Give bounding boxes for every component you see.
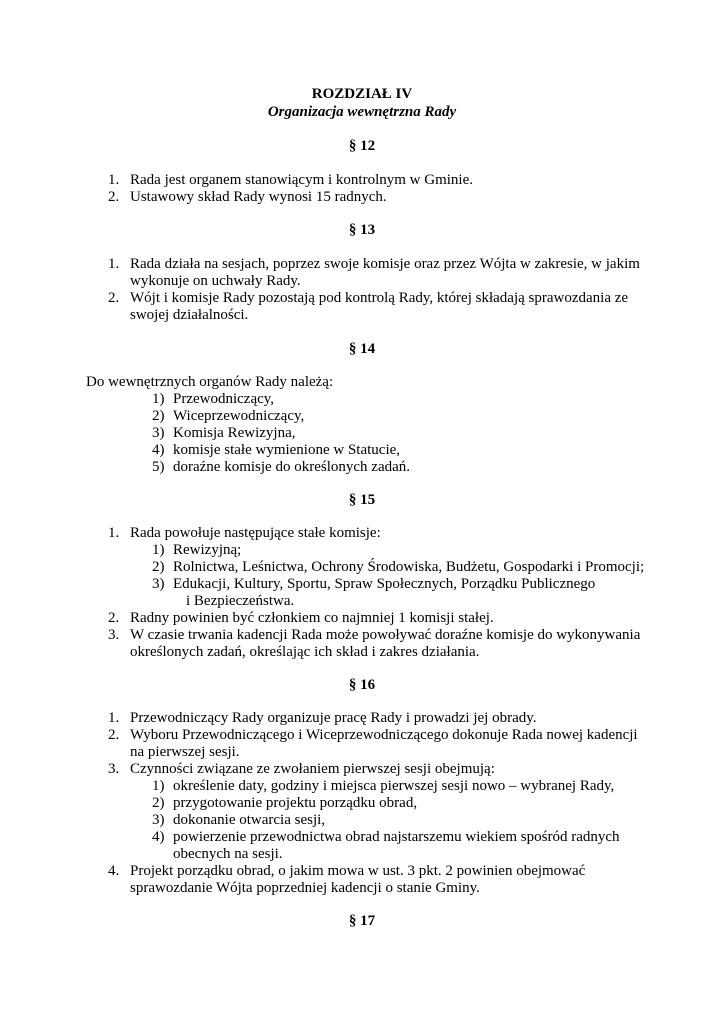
list-number: 4. [108,863,120,879]
list-number: 1. [108,525,120,541]
sub-list-number: 1) [152,778,165,794]
list-item: Komisja Rewizyjna, [173,425,296,441]
section-heading-17: § 17 [348,913,376,929]
chapter-subtitle: Organizacja wewnętrzna Rady [267,104,457,120]
sub-list-item: określenie daty, godziny i miejsca pierwszej sesji nowo – wybranej Rady, [173,778,615,794]
list-number: 2. [108,727,120,743]
list-number: 1) [152,391,165,407]
list-item: Radny powinien być członkiem co najmniej 1 komisji stałej. [130,610,494,626]
list-item-line: Wyboru Przewodniczącego i Wiceprzewodniczącego dokonuje Rada nowej kadencji [130,727,638,743]
list-number: 5) [152,459,165,475]
list-item-line: Rada działa na sesjach, poprzez swoje komisje oraz przez Wójta w zakresie, w jakim [130,256,640,272]
sub-list-item: i Bezpieczeństwa. [186,593,295,609]
list-item: komisje stałe wymienione w Statucie, [173,442,401,458]
list-number: 4) [152,442,165,458]
sub-list-number: 2) [152,795,165,811]
list-item: doraźne komisje do określonych zadań. [173,459,411,475]
section-heading-12: § 12 [348,138,376,154]
list-item: Rada jest organem stanowiącym i kontrolnym w Gminie. [130,172,473,188]
list-number: 3) [152,425,165,441]
sub-list-item: dokonanie otwarcia sesji, [173,812,326,828]
list-item: Przewodniczący, [173,391,275,407]
chapter-title: ROZDZIAŁ IV [311,86,413,102]
list-number: 1. [108,256,120,272]
list-item-line: wykonuje on uchwały Rady. [130,273,301,289]
list-number: 2) [152,408,165,424]
sub-list-item: Edukacji, Kultury, Sportu, Spraw Społecznych, Porządku Publicznego [173,576,596,592]
list-number: 2. [108,610,120,626]
section-heading-15: § 15 [348,492,376,508]
sub-list-number: 3) [152,576,165,592]
list-number: 1. [108,172,120,188]
sub-list-number: 1) [152,542,165,558]
list-item-line: sprawozdanie Wójta poprzedniej kadencji o stanie Gminy. [130,880,480,896]
sub-list-number: 3) [152,812,165,828]
section-heading-14: § 14 [348,341,376,357]
list-item: Ustawowy skład Rady wynosi 15 radnych. [130,189,387,205]
sub-list-number: 2) [152,559,165,575]
list-item-line: określonych zadań, określając ich skład i zakres działania. [130,644,480,660]
list-number: 3. [108,627,120,643]
sub-list-item: przygotowanie projektu porządku obrad, [173,795,418,811]
section-heading-13: § 13 [348,222,376,238]
sub-list-item: Rolnictwa, Leśnictwa, Ochrony Środowiska, Budżetu, Gospodarki i Promocji; [173,559,645,575]
list-item: Przewodniczący Rady organizuje pracę Rady i prowadzi jej obrady. [130,710,537,726]
list-item-line: W czasie trwania kadencji Rada może powoływać doraźne komisje do wykonywania [130,627,641,643]
list-item-line: na pierwszej sesji. [130,744,240,760]
paragraph-intro: Do wewnętrznych organów Rady należą: [86,374,334,390]
section-heading-16: § 16 [348,677,376,693]
list-item-line: swojej działalności. [130,307,249,323]
list-item: Rada powołuje następujące stałe komisje: [130,525,381,541]
list-number: 1. [108,710,120,726]
list-number: 2. [108,189,120,205]
list-number: 3. [108,761,120,777]
sub-list-item: Rewizyjną; [173,542,242,558]
list-item: Czynności związane ze zwołaniem pierwszej sesji obejmują: [130,761,495,777]
sub-list-item: obecnych na sesji. [173,846,283,862]
sub-list-number: 4) [152,829,165,845]
list-item-line: Projekt porządku obrad, o jakim mowa w ust. 3 pkt. 2 powinien obejmować [130,863,586,879]
list-item: Wiceprzewodniczący, [173,408,305,424]
list-item-line: Wójt i komisje Rady pozostają pod kontrolą Rady, której składają sprawozdania ze [130,290,629,306]
list-number: 2. [108,290,120,306]
sub-list-item: powierzenie przewodnictwa obrad najstarszemu wiekiem spośród radnych [173,829,620,845]
